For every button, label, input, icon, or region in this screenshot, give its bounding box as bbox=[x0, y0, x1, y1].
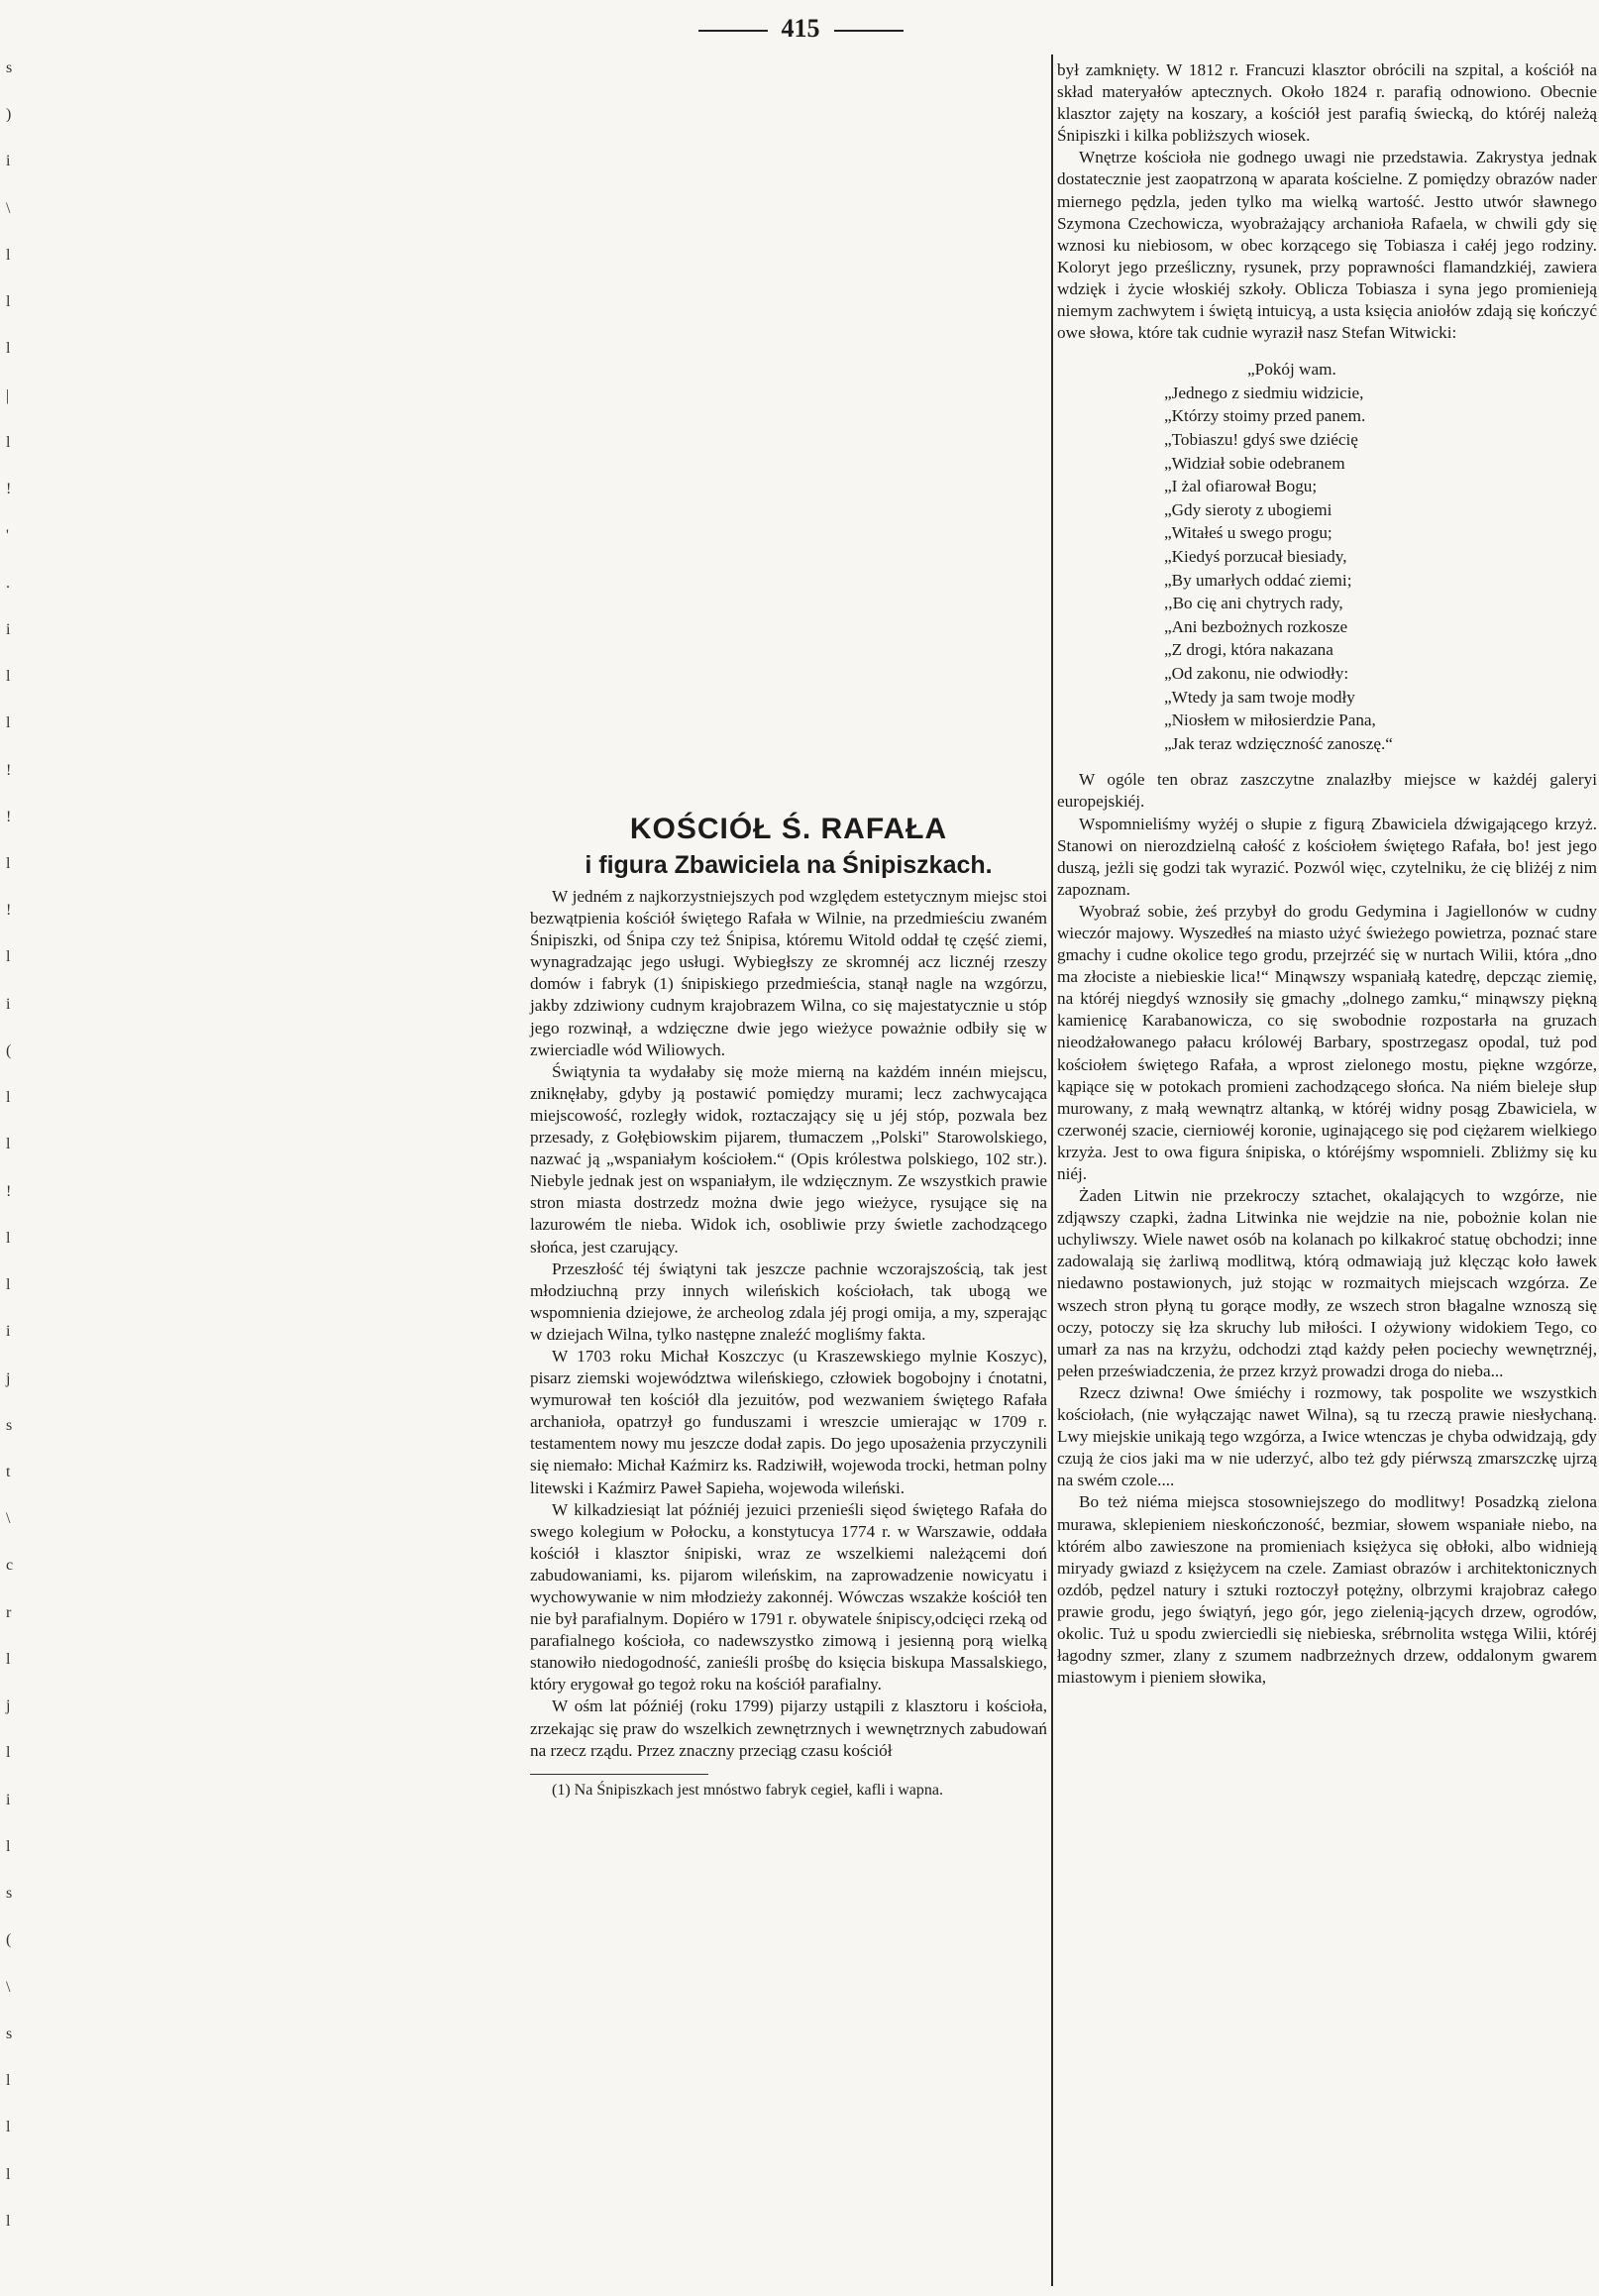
paragraph: W kilkadziesiąt lat późniéj jezuici przenieśli sięod świętego Rafała do swego kolegium w Połocku, a konstytucya 1774 r. w Warszawie, oddała kościół i klasztor śnipiski, wraz ze wszelkiemi należącemi doń zabudowaniami, ks. pijarom wileńskim, na zaprowadzenie nowicyatu i wychowywanie w nim młodzieży zakonnéj. Wówczas wszakże kościół ten nie był parafialnym. Dopiéro w 1791 r. obywatele śnipiscy,odcięci rzeką od parafialnego kościoła, co nadewszystko zimową i jesienną porą wielką stanowiło niedogodność, zanieśli prośbę do księcia biskupa Massalskiego, który erygował go tegoż roku na kościół parafialny. bbox=[530, 1499, 1047, 1695]
poem-line: „Widział sobie odebranem bbox=[1164, 453, 1345, 473]
edge-fragment: l bbox=[6, 247, 11, 264]
page-number bbox=[682, 14, 919, 44]
poem-line: „Ani bezbożnych rozkosze bbox=[1164, 616, 1348, 636]
poem-line: „Kiedyś porzucał biesiady, bbox=[1164, 546, 1347, 566]
paragraph: Bo też niéma miejsca stosowniejszego do modlitwy! Posadzką zielona murawa, sklepieniem nieskończoność, bezmiar, słowem wspaniałe niebo, na którém albo zawieszone na promieniach księżyca się obłoki, albo widnieją miryady gwiazd z księżycem na czele. Zamiast obrazów i architektonicznych ozdób, pędzel natury i sztuki roztoczył potężny, olbrzymi krajobraz całego prawie grodu, jego świątyń, jego gór, jego zielenią-jących drzew, ogrodów, okolic. Tuż u spodu zwierciedli się niebieska, srébrnolita wstęga Wilii, któréj łagodny szmer, zlany z szumem nadbrzeżnych drzew, oddalonym gwarem miastowym i pieniem słowika, bbox=[1057, 1492, 1597, 1688]
edge-fragment: l bbox=[6, 1651, 11, 1668]
edge-fragment: l bbox=[6, 1136, 11, 1152]
edge-fragment: ! bbox=[6, 762, 12, 779]
footnote bbox=[530, 1781, 1047, 1801]
edge-fragment: l bbox=[6, 2072, 11, 2089]
page-number-text: 415 bbox=[781, 14, 820, 43]
edge-fragment: l bbox=[6, 340, 11, 357]
edge-fragment: l bbox=[6, 2213, 11, 2230]
column-divider bbox=[1051, 55, 1053, 2286]
edge-fragment: ! bbox=[6, 809, 12, 825]
edge-fragment: . bbox=[6, 575, 10, 592]
edge-fragment: l bbox=[6, 855, 11, 872]
paragraph: Wnętrze kościoła nie godnego uwagi nie przedstawia. Zakrystya jednak dostatecznie jest zaopatrzoną w aparata kościelne. Z pomiędzy obrazów nader miernego pędzla, jeden tylko ma wielką wartość. Jestto utwór sławnego Szymona Czechowicza, wyobrażający archanioła Rafaela, w chwili gdy się wznosi ku niebiosom, w obec korzącego się Tobiasza i całéj jego rodziny. Koloryt jego prześliczny, rysunek, przy poprawności flamandzkiéj, zawiera wdzięk i życie włoskiéj szkoły. Oblicza Tobiasza i syna jego promienieją niemym zachwytem i świętą intuicyą, a usta księcia aniołów zdają się kończyć owe słowa, które tak cudnie wyraził nasz Stefan Witwicki: bbox=[1057, 148, 1597, 343]
poem-line: „Jak teraz wdzięczność zanoszę.“ bbox=[1164, 733, 1393, 753]
edge-fragment: l bbox=[6, 1230, 11, 1247]
edge-fragment: ' bbox=[6, 527, 9, 544]
poem-line: „Witałeś u swego progu; bbox=[1164, 523, 1332, 543]
left-column bbox=[530, 811, 1047, 1801]
poem-line: „Niosłem w miłosierdzie Pana, bbox=[1164, 711, 1376, 730]
page-number-rule-left bbox=[698, 30, 768, 32]
poem-line: „Z drogi, która nakazana bbox=[1164, 640, 1333, 660]
poem-line: „Wtedy ja sam twoje modły bbox=[1164, 687, 1355, 707]
poem-line: „Którzy stoimy przed panem. bbox=[1164, 406, 1366, 426]
edge-fragment: s bbox=[6, 1885, 13, 1902]
edge-fragment: i bbox=[6, 621, 11, 638]
page-number-rule-right bbox=[834, 30, 904, 32]
paragraph: był zamknięty. W 1812 r. Francuzi klasztor obrócili na szpital, a kościół na skład materyałów aptecznych. Około 1824 r. parafią odnowiono. Obecnie klasztor zajęty na koszary, a kościół jest parafią świecką, do któréj należą Śnipiszki i kilka pobliższych wiosek. bbox=[1057, 60, 1597, 146]
edge-fragment: ) bbox=[6, 106, 12, 123]
edge-fragment: \ bbox=[6, 1510, 11, 1527]
edge-fragment: l bbox=[6, 714, 11, 731]
edge-fragment: l bbox=[6, 1089, 11, 1106]
poem-line: „Jednego z siedmiu widzicie, bbox=[1164, 383, 1364, 402]
edge-fragment: ! bbox=[6, 1183, 12, 1200]
edge-fragment: j bbox=[6, 1370, 11, 1387]
edge-fragment: l bbox=[6, 1276, 11, 1293]
edge-fragment: r bbox=[6, 1604, 12, 1621]
edge-fragment: l bbox=[6, 2119, 11, 2135]
edge-fragment: l bbox=[6, 948, 11, 965]
article-heading bbox=[530, 811, 1047, 882]
paragraph: Przeszłość téj świątyni tak jeszcze pachnie wczorajszością, tak jest młodziuchną przy innych wileńskich kościołach, tak ubogą we wspomnienia dziejowe, że archeolog zdala jéj progi omija, a my, szperając w dziejach Wilna, tylko następne znaleźć mogliśmy fakta. bbox=[530, 1258, 1047, 1344]
edge-fragment: i bbox=[6, 1323, 11, 1340]
right-column-body-top bbox=[1057, 59, 1597, 344]
edge-fragment: s bbox=[6, 59, 13, 76]
edge-fragment: c bbox=[6, 1557, 14, 1574]
edge-fragment: l bbox=[6, 1838, 11, 1855]
paragraph: Wspomnieliśmy wyżéj o słupie z figurą Zbawiciela dźwigającego krzyż. Stanowi on nierozdzielną całość z kościołem świętego Rafała, bo! jest jego duszą, jeżli się godzi tak wyrazić. Pozwól więc, czytelniku, że cię bliżéj z nim zapoznam. bbox=[1057, 814, 1597, 899]
left-column-body bbox=[530, 886, 1047, 1762]
edge-fragment: j bbox=[6, 1697, 11, 1714]
poem-line: „By umarłych oddać ziemi; bbox=[1164, 570, 1352, 590]
poem-line: „Tobiaszu! gdyś swe dziécię bbox=[1164, 430, 1358, 449]
edge-fragment: ! bbox=[6, 481, 12, 497]
edge-fragment: ! bbox=[6, 902, 12, 919]
edge-fragment: ( bbox=[6, 1931, 12, 1948]
edge-fragment: l bbox=[6, 668, 11, 685]
paragraph: W jedném z najkorzystniejszych pod względem estetycznym miejsc stoi bezwątpienia kościół świętego Rafała w Wilnie, na przedmieściu zwaném Śnipiszki, od Śnipa czy też Śnipisa, któremu Witold oddał tę część ziemi, wynagradzając jego usługi. Wybiegłszy ze skromnéj acz licznéj rzeszy domów i fabryk (1) śnipiskiego przedmieścia, stanął nagle na wzgórzu, jakby zdziwiony cudnym krajobrazem Wilna, co się majestatycznie u stóp jego rozwinął, a wdzięczne dwie jego wieżyce poważnie odbiły się w zwierciadle wód Wiliowych. bbox=[530, 887, 1047, 1059]
edge-fragment: i bbox=[6, 996, 11, 1013]
poem-line: „Pokój wam. bbox=[1247, 360, 1336, 380]
edge-fragment: s bbox=[6, 1417, 13, 1434]
edge-fragment: l bbox=[6, 293, 11, 310]
edge-fragment: \ bbox=[6, 200, 11, 217]
edge-fragment: l bbox=[6, 1744, 11, 1761]
edge-fragment: ( bbox=[6, 1042, 12, 1059]
edge-fragment: i bbox=[6, 1792, 11, 1808]
edge-fragment: s bbox=[6, 2025, 13, 2042]
right-column-body-bottom bbox=[1057, 769, 1597, 1689]
poem-line: „I żal ofiarował Bogu; bbox=[1164, 477, 1318, 496]
paragraph: Wyobraź sobie, żeś przybył do grodu Gedymina i Jagiellonów w cudny wieczór majowy. Wyszedłeś na miasto użyć świeżego powietrza, poznać stare gmachy i cudne okolice tego grodu, przejrzéć się w nurtach Wilii, która „dno ma złociste a niebieskie lica!“ Minąwszy wspaniałą katedrę, depcząc ziemię, na któréj niegdyś wznosiły się gmachy „dolnego zamku,“ minąwszy piękną kamienicę Karabanowicza, co się swobodnie rozpostarła na gruzach nieodżałowanego pałacu królowéj Barbary, spostrzegasz opodal, tuż pod kościołem świętego Rafała, a wprost zielonego mostu, piękne wzgórze, kąpiące się w potokach promieni zachodzącego słońca. Na niém bieleje słup murowany, z małą wewnątrz altanką, w któréj widny posąg Zbawiciela, w czerwonéj szacie, cierniowéj koronie, uginającego się pod ciężarem wielkiego krzyża. Jest to owa figura śnipiska, o któréjśmy wspomnieli. Zbliżmy się ku niéj. bbox=[1057, 901, 1597, 1183]
article-title: KOŚCIÓŁ Ś. RAFAŁA bbox=[629, 813, 948, 845]
paragraph: Żaden Litwin nie przekroczy sztachet, okalających to wzgórze, nie zdjąwszy czapki, żadna Litwinka nie wejdzie na nie, pobożnie kolan nie uchyliwszy. Wiele nawet osób na kolanach po kilkakroć statuę obchodzi; inne zadowalają się żarliwą modlitwą, którą odmawiają już klęcząc koło ławek niedawno postawionych, już stojąc w rozmaitych miejscach wzgórza. Ze wszech stron płyną tu gorące modły, ze wszech stron błagalne wznoszą się oczy, potoczy się łza skruchy lub miłości. I ożywiony widokiem Tego, co umarł za nas na krzyżu, odchodzi ztąd każdy pełen pociechy wewnętrznéj, pełen przeświadczenia, że przez krzyż prowadzi droga do nieba... bbox=[1057, 1186, 1597, 1380]
edge-fragment: | bbox=[6, 387, 10, 404]
paragraph: Świątynia ta wydałaby się może mierną na każdém innéın miejscu, zniknęłaby, gdyby ją postawić pomiędzy murami; lecz zachwycająca miejscowość, rozległy widok, roztaczający się u jéj stóp, pozwala bez przesady, z Gołębiowskim pijarem, tłumaczem ,,Polski" Starowolskiego, nazwać ją „wspaniałym kościołem.“ (Opis królestwa polskiego, 102 str.). Niebyle jednak jest on wspaniałym, ile wdzięcznym. Ze wszystkich prawie stron miasta dostrzedz można dwie jego wieżyce, rysujące się na lazurowém tle nieba. Widok ich, osobliwie przy świetle zachodzącego słońca, jest czarujący. bbox=[530, 1061, 1047, 1257]
poem-line: „Od zakonu, nie odwiodły: bbox=[1164, 663, 1349, 683]
poem-line: ,,Bo cię ani chytrych rady, bbox=[1164, 594, 1343, 613]
edge-fragment: l bbox=[6, 434, 11, 451]
paragraph: Rzecz dziwna! Owe śmiéchy i rozmowy, tak pospolite we wszystkich kościołach, (nie wyłączając nawet Wilna), są tu rzeczą prawie niesłychaną. Lwy miejskie unikają tego wzgórza, a Iwice wtenczas je chyba odwidzają, gdy czują że cios jaki ma w nie uderzyć, albo też gdy piérwszą zmarszczkę ujrzą na swém czole.... bbox=[1057, 1382, 1597, 1490]
paragraph: W ośm lat późniéj (roku 1799) pijarzy ustąpili z klasztoru i kościoła, zrzekając się praw do wszelkich zewnętrznych i wewnętrznych zabudowań na rzecz rządu. Przez znaczny przeciąg czasu kościół bbox=[530, 1696, 1047, 1760]
footnote-text: (1) Na Śnipiszkach jest mnóstwo fabryk cegieł, kafli i wapna. bbox=[552, 1781, 943, 1799]
article-subtitle: i figura Zbawiciela na Śnipiszkach. bbox=[585, 851, 993, 879]
poem bbox=[1164, 358, 1597, 755]
right-column bbox=[1057, 59, 1597, 1689]
footnote-rule bbox=[530, 1774, 708, 1775]
poem-line: „Gdy sieroty z ubogiemi bbox=[1164, 499, 1332, 519]
edge-fragment: t bbox=[6, 1464, 11, 1480]
edge-fragment: l bbox=[6, 2166, 11, 2183]
edge-fragment: \ bbox=[6, 1979, 11, 1996]
paragraph: W ogóle ten obraz zaszczytne znalazłby miejsce w każdéj galeryi europejskiéj. bbox=[1057, 770, 1597, 812]
edge-fragment: i bbox=[6, 153, 11, 169]
paragraph: W 1703 roku Michał Koszczyc (u Kraszewskiego mylnie Koszyc), pisarz ziemski województwa wileńskiego, człowiek bogobojny i ćnotatni, wymurował ten kościół dla jezuitów, pod wezwaniem świętego Rafała archanioła, opatrzył go funduszami i wreszcie umierając w 1709 r. testamentem nowy mu jeszcze dodał zapis. Do jego uposażenia przyczynili się niemało: Michał Kaźmirz ks. Radziwiłł, wojewoda trocki, hetman polny litewski i Kaźmirz Paweł Sapieha, wojewoda wileński. bbox=[530, 1346, 1047, 1497]
